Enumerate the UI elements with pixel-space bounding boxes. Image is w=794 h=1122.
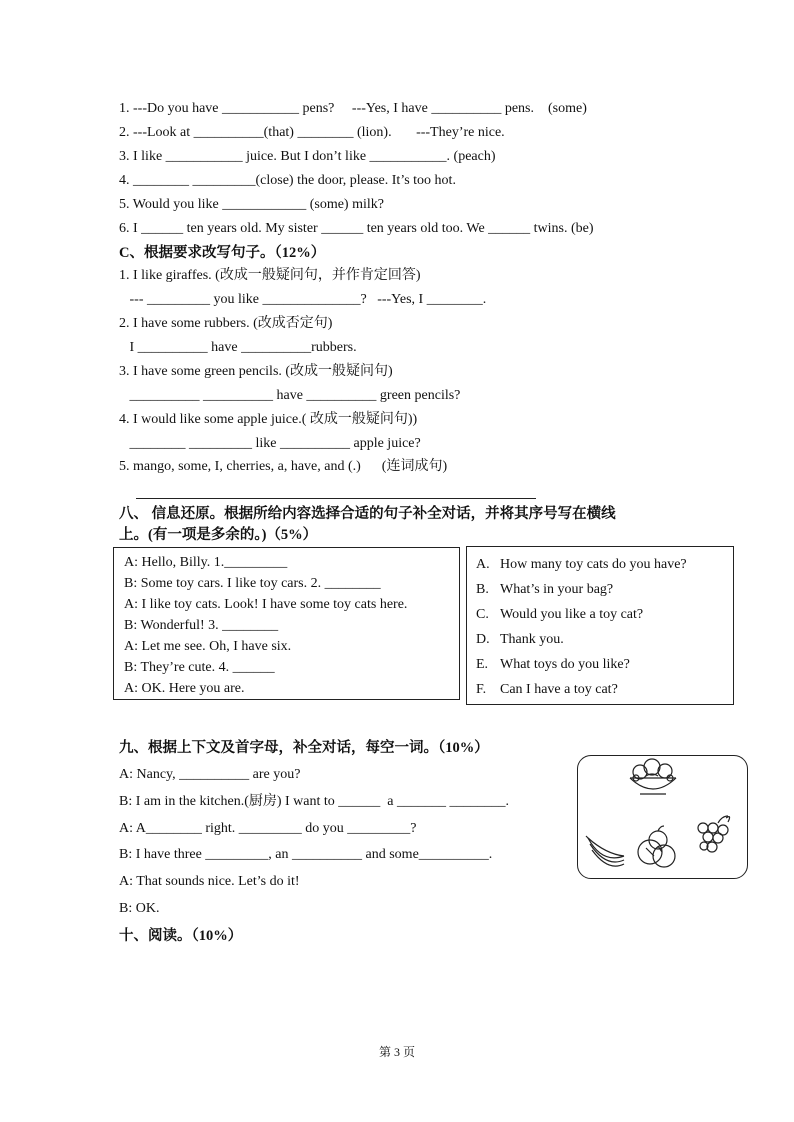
dialog-line: A: OK. Here you are. — [124, 681, 245, 696]
section-b-item-2: 2. ---Look at __________(that) ________ (lion). ---They’re nice. — [119, 125, 505, 140]
answer-blank-line — [136, 498, 536, 499]
section-b-item-3: 3. I like ___________ juice. But I don’t like ___________. (peach) — [119, 149, 496, 164]
option-f: F. Can I have a toy cat? — [476, 682, 618, 697]
fruit-drawing — [578, 756, 746, 877]
dialog-line: B: They’re cute. 4. ______ — [124, 660, 275, 675]
section-b-item-5: 5. Would you like ____________ (some) milk? — [119, 197, 384, 212]
dialog-line: A: Hello, Billy. 1._________ — [124, 555, 288, 570]
section-8-heading: 八、 信息还原。根据所给内容选择合适的句子补全对话，并将其序号写在横线 — [119, 506, 616, 522]
section-9-line: B: OK. — [119, 901, 160, 916]
grapes-icon — [698, 816, 730, 852]
section-9-line: A: That sounds nice. Let’s do it! — [119, 874, 300, 889]
dialog-line: A: Let me see. Oh, I have six. — [124, 639, 292, 654]
option-c: C. Would you like a toy cat? — [476, 607, 644, 622]
section-b-item-4: 4. ________ _________(close) the door, please. It’s too hot. — [119, 173, 456, 188]
option-b: B. What’s in your bag? — [476, 582, 614, 597]
dialog-box — [113, 547, 460, 700]
fruit-illustration — [577, 755, 748, 879]
section-c-heading: C、根据要求改写句子。（12%） — [119, 245, 326, 261]
section-c-line: 1. I like giraffes. (改成一般疑问句，并作肯定回答) — [119, 268, 421, 283]
banana-icon — [586, 836, 624, 866]
fruit-bowl-icon — [630, 759, 676, 794]
section-b-item-1: 1. ---Do you have ___________ pens? ---Yes, I have __________ pens. (some) — [119, 101, 587, 116]
orange-icon — [638, 826, 675, 867]
section-c-line: 5. mango, some, I, cherries, a, have, and (.) (连词成句) — [119, 459, 448, 474]
dialog-line: A: I like toy cats. Look! I have some toy cats here. — [124, 597, 408, 612]
section-9-heading: 九、根据上下文及首字母，补全对话，每空一词。（10%） — [119, 740, 489, 756]
section-9-line: B: I have three _________, an __________ and some__________. — [119, 847, 493, 862]
section-c-line: 3. I have some green pencils. (改成一般疑问句) — [119, 364, 393, 379]
section-10-heading: 十、阅读。（10%） — [119, 928, 243, 944]
option-d: D. Thank you. — [476, 632, 564, 647]
section-8-heading-cont: 上。(有一项是多余的。)（5%） — [119, 527, 318, 543]
section-9-line: A: Nancy, __________ are you? — [119, 767, 301, 782]
section-c-line: __________ __________ have __________ green pencils? — [119, 388, 461, 403]
option-a: A. How many toy cats do you have? — [476, 557, 687, 572]
section-c-line: ________ _________ like __________ apple juice? — [119, 436, 421, 451]
section-c-line: --- _________ you like ______________? ---Yes, I ________. — [119, 292, 487, 307]
page-number: 第 3 页 — [378, 1045, 415, 1059]
section-c-line: 2. I have some rubbers. (改成否定句) — [119, 316, 333, 331]
section-9-line: A: A________ right. _________ do you _________? — [119, 821, 417, 836]
options-box — [466, 546, 734, 705]
option-e: E. What toys do you like? — [476, 657, 630, 672]
section-9-line: B: I am in the kitchen.(厨房) I want to ______ a _______ ________. — [119, 794, 509, 809]
dialog-line: B: Some toy cars. I like toy cars. 2. ________ — [124, 576, 381, 591]
section-c-line: 4. I would like some apple juice.( 改成一般疑问句)) — [119, 412, 418, 427]
section-c-line: I __________ have __________rubbers. — [119, 340, 357, 355]
section-b-item-6: 6. I ______ ten years old. My sister ______ ten years old too. We ______ twins. (be) — [119, 221, 594, 236]
dialog-line: B: Wonderful! 3. ________ — [124, 618, 279, 633]
